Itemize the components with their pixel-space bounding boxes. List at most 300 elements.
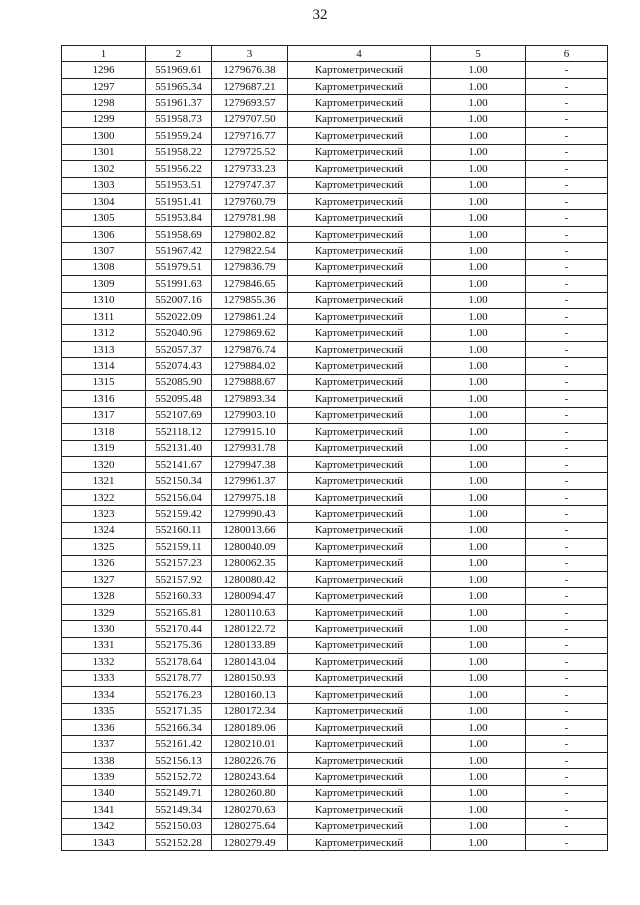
method-cell: Картометрический <box>288 259 431 275</box>
y-coordinate-cell: 1279931.78 <box>212 440 288 456</box>
table-row <box>62 276 608 292</box>
x-coordinate-cell: 552178.77 <box>146 670 212 686</box>
accuracy-cell: 1.00 <box>431 243 526 259</box>
point-number-cell: 1336 <box>62 719 146 735</box>
description-cell: - <box>526 374 608 390</box>
table-row <box>62 325 608 341</box>
accuracy-cell: 1.00 <box>431 539 526 555</box>
table-row <box>62 687 608 703</box>
x-coordinate-cell: 552022.09 <box>146 309 212 325</box>
column-header-5: 5 <box>431 46 526 62</box>
y-coordinate-cell: 1279990.43 <box>212 506 288 522</box>
description-cell: - <box>526 769 608 785</box>
description-cell: - <box>526 572 608 588</box>
table-row <box>62 670 608 686</box>
y-coordinate-cell: 1279693.57 <box>212 95 288 111</box>
description-cell: - <box>526 588 608 604</box>
table-row <box>62 210 608 226</box>
x-coordinate-cell: 552156.04 <box>146 489 212 505</box>
y-coordinate-cell: 1279725.52 <box>212 144 288 160</box>
table-header-row <box>62 46 608 62</box>
method-cell: Картометрический <box>288 62 431 78</box>
y-coordinate-cell: 1280143.04 <box>212 654 288 670</box>
description-cell: - <box>526 391 608 407</box>
method-cell: Картометрический <box>288 703 431 719</box>
point-number-cell: 1309 <box>62 276 146 292</box>
y-coordinate-cell: 1279884.02 <box>212 358 288 374</box>
x-coordinate-cell: 552178.64 <box>146 654 212 670</box>
x-coordinate-cell: 552141.67 <box>146 456 212 472</box>
point-number-cell: 1331 <box>62 637 146 653</box>
y-coordinate-cell: 1279869.62 <box>212 325 288 341</box>
method-cell: Картометрический <box>288 440 431 456</box>
accuracy-cell: 1.00 <box>431 637 526 653</box>
point-number-cell: 1343 <box>62 835 146 851</box>
method-cell: Картометрический <box>288 341 431 357</box>
point-number-cell: 1318 <box>62 424 146 440</box>
method-cell: Картометрический <box>288 506 431 522</box>
description-cell: - <box>526 276 608 292</box>
table-row <box>62 456 608 472</box>
accuracy-cell: 1.00 <box>431 374 526 390</box>
accuracy-cell: 1.00 <box>431 193 526 209</box>
description-cell: - <box>526 473 608 489</box>
x-coordinate-cell: 552176.23 <box>146 687 212 703</box>
point-number-cell: 1319 <box>62 440 146 456</box>
y-coordinate-cell: 1280172.34 <box>212 703 288 719</box>
table-row <box>62 341 608 357</box>
description-cell: - <box>526 424 608 440</box>
method-cell: Картометрический <box>288 358 431 374</box>
y-coordinate-cell: 1279846.65 <box>212 276 288 292</box>
column-header-6: 6 <box>526 46 608 62</box>
accuracy-cell: 1.00 <box>431 473 526 489</box>
description-cell: - <box>526 637 608 653</box>
method-cell: Картометрический <box>288 226 431 242</box>
method-cell: Картометрический <box>288 210 431 226</box>
accuracy-cell: 1.00 <box>431 325 526 341</box>
method-cell: Картометрический <box>288 292 431 308</box>
x-coordinate-cell: 551953.51 <box>146 177 212 193</box>
description-cell: - <box>526 621 608 637</box>
x-coordinate-cell: 552156.13 <box>146 752 212 768</box>
y-coordinate-cell: 1279687.21 <box>212 78 288 94</box>
accuracy-cell: 1.00 <box>431 292 526 308</box>
table-row <box>62 391 608 407</box>
table-row <box>62 572 608 588</box>
y-coordinate-cell: 1279747.37 <box>212 177 288 193</box>
method-cell: Картометрический <box>288 752 431 768</box>
accuracy-cell: 1.00 <box>431 358 526 374</box>
description-cell: - <box>526 752 608 768</box>
accuracy-cell: 1.00 <box>431 719 526 735</box>
accuracy-cell: 1.00 <box>431 309 526 325</box>
accuracy-cell: 1.00 <box>431 424 526 440</box>
y-coordinate-cell: 1279733.23 <box>212 161 288 177</box>
x-coordinate-cell: 552040.96 <box>146 325 212 341</box>
point-number-cell: 1307 <box>62 243 146 259</box>
y-coordinate-cell: 1280094.47 <box>212 588 288 604</box>
accuracy-cell: 1.00 <box>431 785 526 801</box>
table-row <box>62 654 608 670</box>
accuracy-cell: 1.00 <box>431 161 526 177</box>
y-coordinate-cell: 1280062.35 <box>212 555 288 571</box>
description-cell: - <box>526 407 608 423</box>
x-coordinate-cell: 552131.40 <box>146 440 212 456</box>
y-coordinate-cell: 1279876.74 <box>212 341 288 357</box>
accuracy-cell: 1.00 <box>431 736 526 752</box>
y-coordinate-cell: 1279888.67 <box>212 374 288 390</box>
x-coordinate-cell: 552175.36 <box>146 637 212 653</box>
x-coordinate-cell: 552149.34 <box>146 802 212 818</box>
x-coordinate-cell: 551953.84 <box>146 210 212 226</box>
table-row <box>62 555 608 571</box>
y-coordinate-cell: 1280150.93 <box>212 670 288 686</box>
table-row <box>62 62 608 78</box>
x-coordinate-cell: 552085.90 <box>146 374 212 390</box>
point-number-cell: 1310 <box>62 292 146 308</box>
accuracy-cell: 1.00 <box>431 489 526 505</box>
accuracy-cell: 1.00 <box>431 391 526 407</box>
table-row <box>62 259 608 275</box>
description-cell: - <box>526 144 608 160</box>
point-number-cell: 1325 <box>62 539 146 555</box>
description-cell: - <box>526 309 608 325</box>
method-cell: Картометрический <box>288 604 431 620</box>
method-cell: Картометрический <box>288 161 431 177</box>
column-header-2: 2 <box>146 46 212 62</box>
accuracy-cell: 1.00 <box>431 835 526 851</box>
method-cell: Картометрический <box>288 670 431 686</box>
accuracy-cell: 1.00 <box>431 456 526 472</box>
x-coordinate-cell: 551958.73 <box>146 111 212 127</box>
table-row <box>62 78 608 94</box>
table-row <box>62 604 608 620</box>
description-cell: - <box>526 325 608 341</box>
point-number-cell: 1312 <box>62 325 146 341</box>
point-number-cell: 1327 <box>62 572 146 588</box>
y-coordinate-cell: 1280210.01 <box>212 736 288 752</box>
accuracy-cell: 1.00 <box>431 111 526 127</box>
accuracy-cell: 1.00 <box>431 588 526 604</box>
point-number-cell: 1339 <box>62 769 146 785</box>
x-coordinate-cell: 552157.23 <box>146 555 212 571</box>
description-cell: - <box>526 128 608 144</box>
description-cell: - <box>526 539 608 555</box>
y-coordinate-cell: 1279822.54 <box>212 243 288 259</box>
method-cell: Картометрический <box>288 374 431 390</box>
table-row <box>62 128 608 144</box>
point-number-cell: 1313 <box>62 341 146 357</box>
accuracy-cell: 1.00 <box>431 259 526 275</box>
method-cell: Картометрический <box>288 424 431 440</box>
method-cell: Картометрический <box>288 637 431 653</box>
y-coordinate-cell: 1279716.77 <box>212 128 288 144</box>
table-row <box>62 736 608 752</box>
y-coordinate-cell: 1280243.64 <box>212 769 288 785</box>
point-number-cell: 1338 <box>62 752 146 768</box>
method-cell: Картометрический <box>288 736 431 752</box>
table-body <box>62 62 608 851</box>
x-coordinate-cell: 551961.37 <box>146 95 212 111</box>
x-coordinate-cell: 551958.22 <box>146 144 212 160</box>
description-cell: - <box>526 62 608 78</box>
accuracy-cell: 1.00 <box>431 604 526 620</box>
accuracy-cell: 1.00 <box>431 341 526 357</box>
description-cell: - <box>526 555 608 571</box>
point-number-cell: 1340 <box>62 785 146 801</box>
accuracy-cell: 1.00 <box>431 654 526 670</box>
method-cell: Картометрический <box>288 144 431 160</box>
table-row <box>62 243 608 259</box>
point-number-cell: 1342 <box>62 818 146 834</box>
x-coordinate-cell: 552171.35 <box>146 703 212 719</box>
method-cell: Картометрический <box>288 128 431 144</box>
x-coordinate-cell: 552160.11 <box>146 522 212 538</box>
method-cell: Картометрический <box>288 802 431 818</box>
y-coordinate-cell: 1279781.98 <box>212 210 288 226</box>
point-number-cell: 1306 <box>62 226 146 242</box>
description-cell: - <box>526 687 608 703</box>
description-cell: - <box>526 226 608 242</box>
method-cell: Картометрический <box>288 588 431 604</box>
y-coordinate-cell: 1279947.38 <box>212 456 288 472</box>
y-coordinate-cell: 1280133.89 <box>212 637 288 653</box>
x-coordinate-cell: 551958.69 <box>146 226 212 242</box>
method-cell: Картометрический <box>288 687 431 703</box>
table-row <box>62 752 608 768</box>
y-coordinate-cell: 1279676.38 <box>212 62 288 78</box>
method-cell: Картометрический <box>288 769 431 785</box>
accuracy-cell: 1.00 <box>431 276 526 292</box>
table-row <box>62 374 608 390</box>
method-cell: Картометрический <box>288 407 431 423</box>
description-cell: - <box>526 95 608 111</box>
y-coordinate-cell: 1279760.79 <box>212 193 288 209</box>
table-row <box>62 424 608 440</box>
accuracy-cell: 1.00 <box>431 687 526 703</box>
accuracy-cell: 1.00 <box>431 522 526 538</box>
y-coordinate-cell: 1279975.18 <box>212 489 288 505</box>
table-row <box>62 177 608 193</box>
table-row <box>62 473 608 489</box>
y-coordinate-cell: 1279961.37 <box>212 473 288 489</box>
description-cell: - <box>526 358 608 374</box>
accuracy-cell: 1.00 <box>431 555 526 571</box>
method-cell: Картометрический <box>288 391 431 407</box>
page-number: 32 <box>312 7 328 23</box>
x-coordinate-cell: 552057.37 <box>146 341 212 357</box>
table-row <box>62 637 608 653</box>
coordinates-table <box>61 45 608 851</box>
description-cell: - <box>526 193 608 209</box>
x-coordinate-cell: 552007.16 <box>146 292 212 308</box>
method-cell: Картометрический <box>288 325 431 341</box>
method-cell: Картометрический <box>288 78 431 94</box>
table-row <box>62 802 608 818</box>
x-coordinate-cell: 552166.34 <box>146 719 212 735</box>
y-coordinate-cell: 1279893.34 <box>212 391 288 407</box>
description-cell: - <box>526 292 608 308</box>
table-row <box>62 292 608 308</box>
table-row <box>62 226 608 242</box>
point-number-cell: 1303 <box>62 177 146 193</box>
method-cell: Картометрический <box>288 719 431 735</box>
point-number-cell: 1302 <box>62 161 146 177</box>
method-cell: Картометрический <box>288 818 431 834</box>
method-cell: Картометрический <box>288 785 431 801</box>
table-row <box>62 769 608 785</box>
y-coordinate-cell: 1280189.06 <box>212 719 288 735</box>
method-cell: Картометрический <box>288 539 431 555</box>
x-coordinate-cell: 551979.51 <box>146 259 212 275</box>
description-cell: - <box>526 161 608 177</box>
point-number-cell: 1296 <box>62 62 146 78</box>
column-header-4: 4 <box>288 46 431 62</box>
description-cell: - <box>526 670 608 686</box>
y-coordinate-cell: 1280226.76 <box>212 752 288 768</box>
table-row <box>62 111 608 127</box>
y-coordinate-cell: 1279855.36 <box>212 292 288 308</box>
point-number-cell: 1308 <box>62 259 146 275</box>
y-coordinate-cell: 1279707.50 <box>212 111 288 127</box>
description-cell: - <box>526 818 608 834</box>
x-coordinate-cell: 552160.33 <box>146 588 212 604</box>
x-coordinate-cell: 552152.28 <box>146 835 212 851</box>
table-row <box>62 785 608 801</box>
x-coordinate-cell: 552149.71 <box>146 785 212 801</box>
description-cell: - <box>526 440 608 456</box>
point-number-cell: 1332 <box>62 654 146 670</box>
table-row <box>62 358 608 374</box>
y-coordinate-cell: 1279903.10 <box>212 407 288 423</box>
table-row <box>62 161 608 177</box>
accuracy-cell: 1.00 <box>431 62 526 78</box>
table-row <box>62 489 608 505</box>
description-cell: - <box>526 835 608 851</box>
x-coordinate-cell: 552165.81 <box>146 604 212 620</box>
point-number-cell: 1320 <box>62 456 146 472</box>
description-cell: - <box>526 210 608 226</box>
accuracy-cell: 1.00 <box>431 703 526 719</box>
method-cell: Картометрический <box>288 522 431 538</box>
description-cell: - <box>526 522 608 538</box>
accuracy-cell: 1.00 <box>431 572 526 588</box>
point-number-cell: 1321 <box>62 473 146 489</box>
point-number-cell: 1315 <box>62 374 146 390</box>
x-coordinate-cell: 552095.48 <box>146 391 212 407</box>
description-cell: - <box>526 456 608 472</box>
method-cell: Картометрический <box>288 243 431 259</box>
description-cell: - <box>526 719 608 735</box>
description-cell: - <box>526 78 608 94</box>
table-row <box>62 95 608 111</box>
point-number-cell: 1317 <box>62 407 146 423</box>
description-cell: - <box>526 506 608 522</box>
accuracy-cell: 1.00 <box>431 95 526 111</box>
table-row <box>62 309 608 325</box>
x-coordinate-cell: 552161.42 <box>146 736 212 752</box>
table-row <box>62 703 608 719</box>
column-header-3: 3 <box>212 46 288 62</box>
x-coordinate-cell: 551991.63 <box>146 276 212 292</box>
method-cell: Картометрический <box>288 572 431 588</box>
x-coordinate-cell: 552170.44 <box>146 621 212 637</box>
method-cell: Картометрический <box>288 309 431 325</box>
accuracy-cell: 1.00 <box>431 407 526 423</box>
x-coordinate-cell: 551969.61 <box>146 62 212 78</box>
description-cell: - <box>526 489 608 505</box>
table-row <box>62 506 608 522</box>
point-number-cell: 1341 <box>62 802 146 818</box>
description-cell: - <box>526 604 608 620</box>
y-coordinate-cell: 1279802.82 <box>212 226 288 242</box>
method-cell: Картометрический <box>288 95 431 111</box>
y-coordinate-cell: 1280260.80 <box>212 785 288 801</box>
method-cell: Картометрический <box>288 193 431 209</box>
point-number-cell: 1329 <box>62 604 146 620</box>
accuracy-cell: 1.00 <box>431 670 526 686</box>
y-coordinate-cell: 1280110.63 <box>212 604 288 620</box>
point-number-cell: 1326 <box>62 555 146 571</box>
table-row <box>62 621 608 637</box>
y-coordinate-cell: 1280270.63 <box>212 802 288 818</box>
table-row <box>62 193 608 209</box>
method-cell: Картометрический <box>288 621 431 637</box>
point-number-cell: 1314 <box>62 358 146 374</box>
accuracy-cell: 1.00 <box>431 78 526 94</box>
accuracy-cell: 1.00 <box>431 802 526 818</box>
accuracy-cell: 1.00 <box>431 226 526 242</box>
description-cell: - <box>526 341 608 357</box>
method-cell: Картометрический <box>288 111 431 127</box>
description-cell: - <box>526 111 608 127</box>
method-cell: Картометрический <box>288 177 431 193</box>
x-coordinate-cell: 551967.42 <box>146 243 212 259</box>
accuracy-cell: 1.00 <box>431 621 526 637</box>
accuracy-cell: 1.00 <box>431 818 526 834</box>
description-cell: - <box>526 259 608 275</box>
x-coordinate-cell: 552152.72 <box>146 769 212 785</box>
point-number-cell: 1300 <box>62 128 146 144</box>
description-cell: - <box>526 802 608 818</box>
point-number-cell: 1328 <box>62 588 146 604</box>
table-row <box>62 407 608 423</box>
method-cell: Картометрический <box>288 489 431 505</box>
x-coordinate-cell: 552150.03 <box>146 818 212 834</box>
x-coordinate-cell: 551951.41 <box>146 193 212 209</box>
x-coordinate-cell: 552157.92 <box>146 572 212 588</box>
y-coordinate-cell: 1279915.10 <box>212 424 288 440</box>
point-number-cell: 1322 <box>62 489 146 505</box>
description-cell: - <box>526 785 608 801</box>
method-cell: Картометрический <box>288 473 431 489</box>
x-coordinate-cell: 552159.42 <box>146 506 212 522</box>
y-coordinate-cell: 1280080.42 <box>212 572 288 588</box>
x-coordinate-cell: 552107.69 <box>146 407 212 423</box>
point-number-cell: 1337 <box>62 736 146 752</box>
description-cell: - <box>526 736 608 752</box>
point-number-cell: 1305 <box>62 210 146 226</box>
description-cell: - <box>526 243 608 259</box>
accuracy-cell: 1.00 <box>431 144 526 160</box>
point-number-cell: 1323 <box>62 506 146 522</box>
x-coordinate-cell: 552074.43 <box>146 358 212 374</box>
x-coordinate-cell: 551956.22 <box>146 161 212 177</box>
x-coordinate-cell: 551959.24 <box>146 128 212 144</box>
point-number-cell: 1330 <box>62 621 146 637</box>
point-number-cell: 1301 <box>62 144 146 160</box>
